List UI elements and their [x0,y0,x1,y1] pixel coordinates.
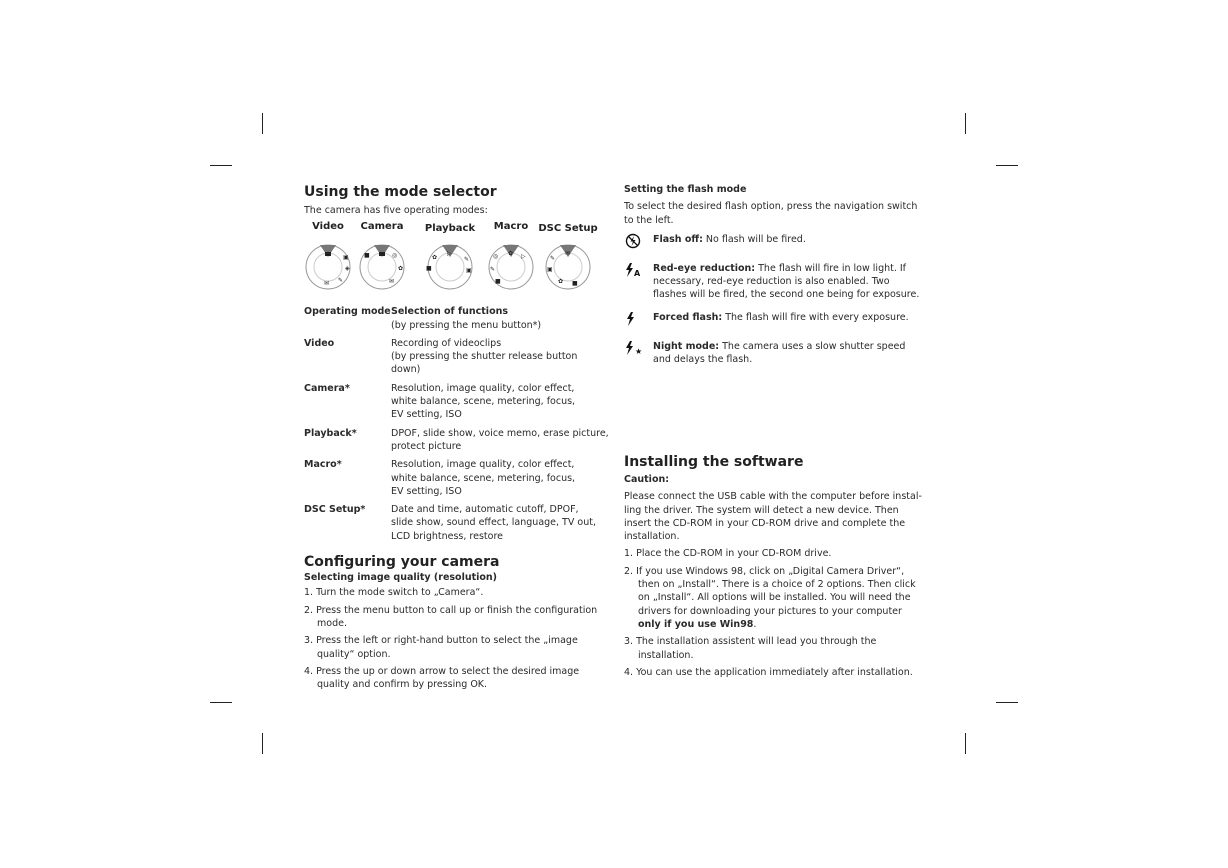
svg-text:✿: ✿ [432,254,438,262]
dial-label: Video [312,221,344,233]
install-steps [624,547,924,679]
header-functions-sub: (by pressing the menu button*) [391,319,542,331]
row-line: (by pressing the shutter release button down) [391,351,578,376]
row-mode: Camera* [304,382,350,394]
row-line: DPOF, slide show, voice memo, erase picture, [391,427,609,439]
mode-dials [304,221,609,297]
svg-text:✎: ✎ [338,277,344,285]
svg-text:A: A [634,268,641,278]
forced-flash-icon [624,311,653,331]
row-mode: Video [304,337,335,349]
red-eye-icon [624,262,653,302]
config-title: Configuring your camera [304,554,500,571]
step-text: 1. Place the CD-ROM in your CD-ROM drive. [624,548,832,560]
row-functions [391,377,609,422]
row-line: slide show, sound effect, language, TV out, [391,517,596,529]
list-item [624,547,924,560]
modes-table [304,305,609,543]
flash-text [653,311,909,331]
flash-name: Forced flash: [653,311,723,323]
flash-desc: The flash will fire in low light. If necessary, red-eye reduction is also enabled. Two flashes will be fired, the second one being for exposure. [653,262,920,301]
table-row [304,422,609,454]
table-row [304,498,609,543]
flash-item [624,340,924,367]
dial-label: DSC Setup [538,223,598,235]
header-functions-label: Selection of functions [391,306,509,318]
svg-text:▣: ▣ [343,254,349,262]
svg-text:◈: ◈ [345,265,350,273]
crop-mark [965,113,966,134]
mode-dial-icon [528,235,608,305]
svg-text:✎: ✎ [550,255,556,263]
crop-mark [262,733,263,754]
step-text: 2. If you use Windows 98, click on „Digital Camera Driver“, then on „Install“. There is a choice of 2 options. Then click on „Install“. All options will be installed. You will need the drivers for downloading your pictures to your computer [624,565,916,617]
row-line: white balance, scene, metering, focus, [391,396,576,408]
mode-selector-title: Using the mode selector [304,184,497,200]
svg-text:■: ■ [495,278,501,286]
header-mode: Operating mode [304,306,391,318]
flash-desc: The camera uses a slow shutter speed and delays the flash. [653,340,906,366]
flash-title: Setting the flash mode [624,184,747,195]
right-column [624,183,924,678]
left-column [304,183,609,695]
svg-text:✿: ✿ [558,278,564,286]
caution-label: Caution: [624,474,670,485]
crop-mark [965,733,966,754]
list-item [624,565,924,631]
svg-text:★: ★ [635,346,643,356]
dial-label: Playback [424,223,476,235]
svg-text:■: ■ [364,252,370,260]
row-functions [391,332,609,377]
list-item: 1. Turn the mode switch to „Camera“. [304,587,484,599]
install-section [624,453,924,683]
table-row [304,453,609,498]
row-line: Resolution, image quality, color effect, [391,459,575,471]
flash-desc: The flash will fire with every exposure. [722,311,909,323]
row-line: Resolution, image quality, color effect, [391,382,575,394]
flash-intro: To select the desired flash option, press the navigation switch to the left. [624,201,918,226]
flash-name: Flash off: [653,233,703,245]
dial-label: Camera [360,221,404,233]
svg-text:✉: ✉ [389,278,395,286]
svg-text:✿: ✿ [508,250,514,258]
svg-text:✉: ✉ [324,280,330,288]
svg-text:■: ■ [572,280,578,288]
svg-text:▷: ▷ [521,253,526,261]
row-line: LCD brightness, restore [391,530,503,542]
crop-mark [996,702,1018,703]
list-item: 2. Press the menu button to call up or finish the configuration mode. [304,604,598,629]
flash-off-icon [624,233,653,253]
svg-text:▷: ▷ [447,250,452,258]
svg-text:✉: ✉ [565,250,571,258]
install-title: Installing the software [624,454,804,470]
flash-item [624,311,924,331]
header-functions [391,305,609,332]
step-text: 4. You can use the application immediately after installation. [624,666,913,678]
row-mode: Playback* [304,427,357,439]
step-text: 3. The installation assistent will lead you through the installation. [624,636,877,661]
flash-item [624,262,924,302]
svg-text:✎: ✎ [490,266,496,274]
flash-name: Red-eye reduction: [653,262,756,274]
table-row [304,377,609,422]
svg-text:◎: ◎ [392,252,398,260]
flash-name: Night mode: [653,340,720,352]
config-steps [304,586,609,691]
svg-text:✎: ✎ [464,256,470,264]
config-subtitle: Selecting image quality (resolution) [304,572,498,584]
list-item: 3. Press the left or right-hand button to select the „image quality“ option. [304,635,578,660]
row-mode: DSC Setup* [304,504,366,516]
svg-text:▣: ▣ [466,267,472,275]
night-mode-icon [624,340,653,367]
svg-text:■: ■ [426,265,432,273]
table-header-row [304,305,609,332]
step-after: . [753,618,757,630]
flash-text [653,233,806,253]
row-line: Recording of videoclips [391,337,502,349]
row-functions [391,498,609,543]
flash-text [653,262,924,302]
row-line: EV setting, ISO [391,409,462,421]
mode-selector-intro: The camera has five operating modes: [304,205,488,216]
svg-text:✿: ✿ [398,265,404,273]
crop-mark [996,165,1018,166]
row-line: EV setting, ISO [391,485,462,497]
svg-text:▣: ▣ [547,266,553,274]
list-item [624,666,924,679]
svg-text:◎: ◎ [493,253,499,261]
step-bold: only if you use Win98 [638,618,754,630]
crop-mark [210,702,232,703]
row-functions [391,453,609,498]
flash-desc: No flash will be fired. [702,233,806,245]
crop-mark [210,165,232,166]
dial-label: Macro [493,221,529,233]
row-line: Date and time, automatic cutoff, DPOF, [391,504,579,516]
row-functions [391,422,609,454]
table-row [304,332,609,377]
row-mode: Macro* [304,459,342,471]
flash-text [653,340,924,367]
crop-mark [262,113,263,134]
list-item: 4. Press the up or down arrow to select the desired image quality and confirm by pressing OK. [304,665,580,691]
caution-text: Please connect the USB cable with the computer before instal-ling the driver. The system will detect a new device. Then insert the CD-ROM in your CD-ROM drive and complete the installation. [624,491,922,543]
flash-item [624,233,924,253]
row-line: white balance, scene, metering, focus, [391,472,576,484]
row-line: protect picture [391,440,462,452]
list-item [624,635,924,662]
